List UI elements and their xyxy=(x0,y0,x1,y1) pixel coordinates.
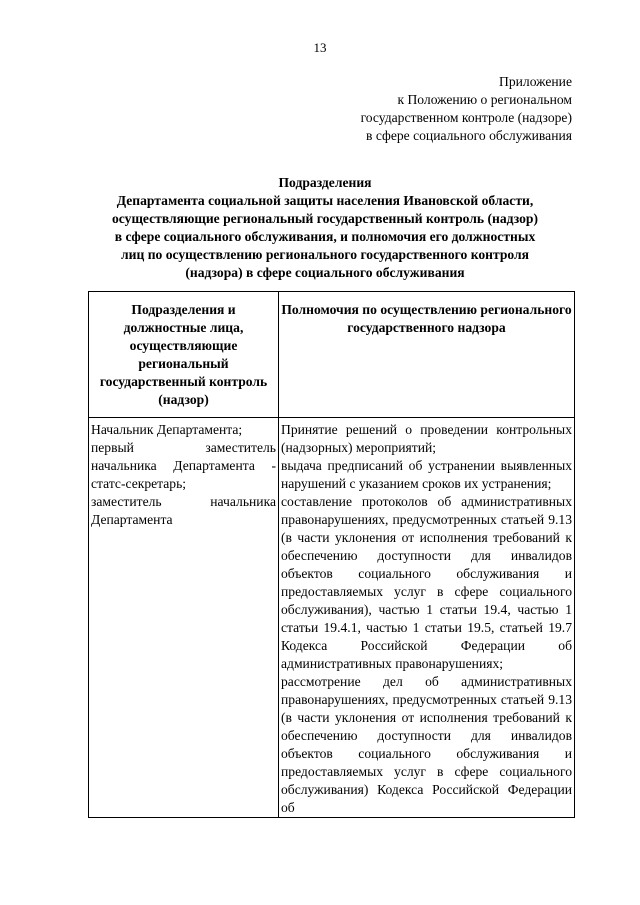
power-entry: рассмотрение дел об административных правонарушениях, предусмотренных статьей 9.13 (в части уклонения от исполнения требований к обеспечению доступности для инвалидов объектов социального обслуживания и предоставляемых услуг в сфере социального обслуживания) Кодекса Российской Федерации об xyxy=(281,674,572,815)
header-powers: Полномочия по осуществлению регионального государственного надзора xyxy=(279,292,575,418)
title-line: в сфере социального обслуживания, и полномочия его должностных xyxy=(114,229,536,244)
power-entry: выдача предписаний об устранении выявленных нарушений с указанием сроков их устранения; xyxy=(281,458,572,491)
official-entry: заместитель начальника Департамента xyxy=(91,494,276,527)
appendix-line: государственном контроле (надзоре) xyxy=(360,110,572,125)
header-officials: Подразделения и должностные лица, осуществляющие региональный государственный контроль (надзор) xyxy=(89,292,279,418)
table-row xyxy=(89,418,575,818)
appendix-line: в сфере социального обслуживания xyxy=(366,128,572,143)
power-entry: Принятие решений о проведении контрольных (надзорных) мероприятий; xyxy=(281,422,572,455)
powers-cell xyxy=(279,418,575,818)
power-entry: составление протоколов об административных правонарушениях, предусмотренных статьей 9.13 (в части уклонения от исполнения требований к обеспечению доступности для инвалидов объектов социального обслуживания и предоставляемых услуг в сфере социального обслуживания), частью 1 статьи 19.4, частью 1 статьи 19.4.1, частью 1 статьи 19.5, статьей 19.7 Кодекса Российской Федерации об административных правонарушениях; xyxy=(281,494,572,671)
title-line: лиц по осуществлению регионального государственного контроля xyxy=(121,247,529,262)
official-entry: Начальник Департамента; xyxy=(91,422,243,437)
title-line: (надзора) в сфере социального обслуживания xyxy=(185,265,465,280)
table-header-row xyxy=(89,292,575,418)
appendix-line: к Положению о региональном xyxy=(397,92,572,107)
powers-table xyxy=(88,291,575,818)
appendix-line: Приложение xyxy=(499,74,572,89)
document-title xyxy=(80,174,570,282)
appendix-note xyxy=(361,73,572,145)
official-entry: первый заместитель начальника Департамента - статс-секретарь; xyxy=(91,440,276,491)
title-line: Подразделения xyxy=(278,175,372,190)
officials-cell xyxy=(89,418,279,818)
page-number: 13 xyxy=(313,40,327,55)
title-line: Департамента социальной защиты населения Ивановской области, xyxy=(116,193,534,208)
title-line: осуществляющие региональный государственный контроль (надзор) xyxy=(112,211,538,226)
